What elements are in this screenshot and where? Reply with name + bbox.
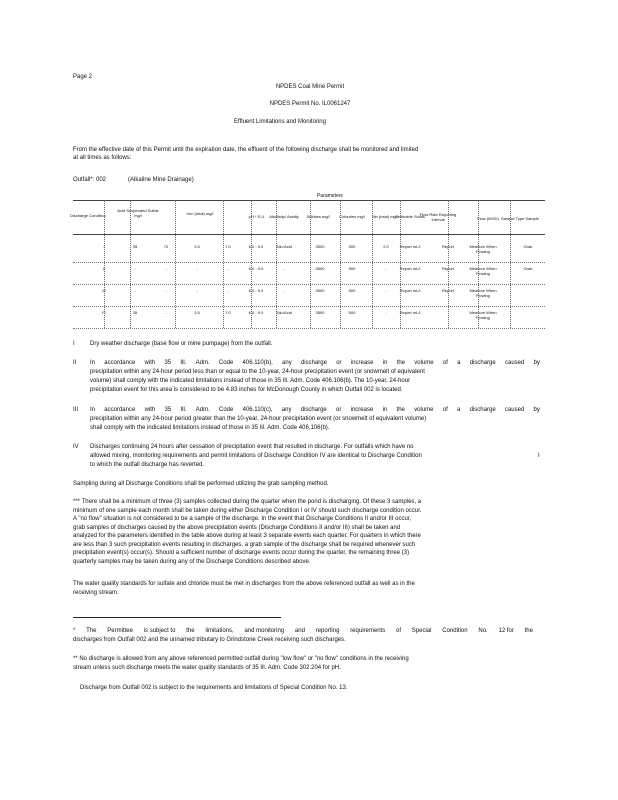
outfall-label: Outfall*: 002 xyxy=(73,177,107,183)
footnote-1-word: the xyxy=(524,628,533,634)
footnote-1-word: Special xyxy=(411,628,432,634)
water-quality-line: The water quality standards for sulfate and chloride must be met in discharges from the above referenced outfall as well as in the xyxy=(73,581,415,587)
sample-note-line: are less than 3 such precipitation events resulting in discharges, a grab sample of the discharge shall be required whenever such xyxy=(73,541,416,548)
table-cell: 7.0 xyxy=(225,310,231,315)
table-cell: 6.0 - 9.0 xyxy=(248,288,264,293)
sample-note-line: grab samples of discharges caused by the above precipitation events (Discharge Conditions II and/or III) shall be taken and xyxy=(73,524,401,531)
section-title: Effluent Limitations and Monitoring xyxy=(234,119,326,125)
table-cell: Report xyxy=(441,244,454,249)
condition-ii-word: accordance xyxy=(104,360,136,366)
condition-ii-word: caused xyxy=(504,360,525,366)
condition-ii-word: with xyxy=(144,360,156,366)
condition-iii-word: any xyxy=(281,407,292,413)
table-group-header: Parameters xyxy=(317,193,343,199)
sample-note-line: *** There shall be a minimum of three (3) samples collected during the quarter when the pond is discharging. Of these 3 samples, a xyxy=(73,499,422,505)
table-cell: II xyxy=(102,266,106,271)
table-cell: Measure When Flowing xyxy=(469,288,497,298)
footnote-2-line2: stream unless such discharge meets the water quality standards of 35 Ill. Adm. Code 302.204 for pH. xyxy=(73,665,341,671)
table-column-header: Flow Rate Reporting Interval xyxy=(419,212,457,222)
table-cell: - xyxy=(196,266,198,271)
table-header-rule xyxy=(73,234,545,235)
table-column-header: Discharge Condition xyxy=(69,213,107,218)
table-cell: 3.5 xyxy=(194,310,200,315)
condition-ii-word: In xyxy=(90,360,96,366)
table-cell: 35 xyxy=(132,310,138,315)
condition-ii-word: by xyxy=(533,360,540,366)
table-column-header: Acid Suspended Solids mg/l xyxy=(117,208,159,218)
condition-iii-word: accordance xyxy=(104,407,136,413)
condition-iii-word: increase xyxy=(350,407,374,413)
condition-iii-word: Ill. xyxy=(180,407,187,413)
table-cell: 3.5 xyxy=(194,244,200,249)
condition-ii-word: in xyxy=(382,360,388,366)
table-cell: 2.0 xyxy=(383,244,389,249)
intro-line1: From the effective date of this Permit until the expiration date, the effluent of the following discharge shall be monitored and limited xyxy=(73,147,419,153)
table-cell: Grab xyxy=(523,266,533,271)
condition-ii-word: Code xyxy=(218,360,234,366)
table-column-header: Chlorides mg/l xyxy=(339,214,365,219)
table-cell: Measure When Flowing xyxy=(469,266,497,276)
table-cell: I xyxy=(103,244,105,249)
condition-iv-number: IV xyxy=(73,444,79,450)
table-column-header: Mn (total) mg/l xyxy=(372,214,398,219)
table-row-rule xyxy=(73,262,545,263)
table-column-rule xyxy=(104,200,105,328)
table-cell: 500 xyxy=(348,288,356,293)
table-column-rule xyxy=(310,200,311,328)
table-cell: - xyxy=(165,288,167,293)
footnote-1-word: the xyxy=(186,628,195,634)
table-row-rule xyxy=(73,306,545,307)
condition-i-text: Dry weather discharge (base flow or mine pumpage) from the outfall. xyxy=(90,341,273,347)
table-cell: Report xyxy=(441,266,454,271)
condition-iii-line3: shall comply with the indicated limitations instead of those in 35 Ill. Adm. Code 406.106(b). xyxy=(90,425,330,431)
table-cell: 6.0 - 9.0 xyxy=(248,266,264,271)
table-column-header: Sample Type Sample xyxy=(501,216,539,221)
table-column-header: Alkalinity/ Acidity xyxy=(269,214,299,219)
condition-iii-word: Code xyxy=(219,407,234,413)
table-cell: - xyxy=(385,310,387,315)
footnote-1-word: No. xyxy=(478,628,488,634)
outfall-type: (Alkaline Mine Drainage) xyxy=(128,177,194,183)
table-column-rule xyxy=(251,200,252,328)
condition-iii-word: of xyxy=(442,407,448,413)
table-cell: Report xyxy=(441,288,454,293)
footnote-1-word: Permittee xyxy=(107,628,133,634)
footnote-1-line2: discharges from Outfall 002 and the unnamed tributary to Grindstone Creek receiving such discharges. xyxy=(73,637,346,643)
condition-ii-word: a xyxy=(457,360,461,366)
sample-note-line: A "no flow" situation is not considered to be a sample of the discharge. In the event that Discharge Conditions II and/or III occur, xyxy=(73,516,412,522)
condition-iii-word: Adm. xyxy=(195,407,210,413)
condition-iii-word: or xyxy=(336,407,342,413)
footnote-1-word: * xyxy=(73,628,76,634)
table-cell: - xyxy=(134,266,136,271)
table-column-rule xyxy=(223,200,224,328)
condition-ii-line2: precipitation within any 24-hour period less than or equal to the 10-year, 24-hour precipitation event (or snowmelt of equivalent xyxy=(90,369,425,375)
condition-ii-word: discharge xyxy=(300,360,327,366)
table-column-header: Settleable Solids xyxy=(395,214,425,219)
footnote-1-word: Condition xyxy=(442,628,468,634)
footnote-3: Discharge from Outfall 002 is subject to the requirements and limitations of Special Condition No. 13. xyxy=(80,685,348,691)
condition-iii-word: discharge xyxy=(300,407,327,413)
table-column-header: Iron (total) mg/l xyxy=(186,211,214,216)
condition-i-number: I xyxy=(73,341,75,347)
table-cell: 70 xyxy=(163,244,169,249)
condition-iii-word: caused xyxy=(504,407,525,413)
table-column-rule xyxy=(400,200,401,328)
table-column-rule xyxy=(448,200,449,328)
condition-ii-word: any xyxy=(282,360,292,366)
table-cell: - xyxy=(227,288,229,293)
table-cell: III xyxy=(102,288,106,293)
footnote-1-word: The xyxy=(86,628,97,634)
table-cell: - xyxy=(283,266,285,271)
footnote-1-word: limitations, xyxy=(205,628,234,634)
table-column-rule xyxy=(478,200,479,328)
condition-ii-number: II xyxy=(73,360,77,366)
condition-ii-word: volume xyxy=(414,360,434,366)
condition-ii-word: 406.110(b), xyxy=(242,360,273,366)
table-cell: Alk>Acid xyxy=(276,310,292,315)
table-row-rule xyxy=(73,328,545,329)
permit-title: NPDES Coal Mine Permit xyxy=(275,84,345,90)
table-row-rule xyxy=(73,284,545,285)
condition-iii-word: by xyxy=(533,407,540,413)
table-cell: 500 xyxy=(348,266,356,271)
sample-note-line: analyzed for the parameters identified in the table above during at least 3 separate events each quarter. For quarters in which there xyxy=(73,533,421,539)
table-column-header: Flow (MGD) xyxy=(477,216,499,221)
permit-number: NPDES Permit No. IL0061247 xyxy=(269,101,351,107)
table-cell: Measure When Flowing xyxy=(469,310,497,320)
condition-iii-number: III xyxy=(73,407,79,413)
condition-iv-line2: allowed mixing, monitoring requirements and permit limitations of Discharge Condition IV are identical to Discharge Condition xyxy=(90,453,422,459)
footnote-2-line1: ** No discharge is allowed from any above referenced permitted outfall during "low flow" or "no flow" conditions in the receiving xyxy=(73,656,409,662)
footnote-1-word: of xyxy=(395,628,401,634)
condition-ii-word: Adm. xyxy=(195,360,210,366)
condition-iii-word: a xyxy=(457,407,461,413)
footnote-1-word: is subject to xyxy=(143,628,176,634)
table-cell: 6.0 - 9.0 xyxy=(248,310,264,315)
footnote-separator xyxy=(73,617,281,618)
table-cell: - xyxy=(385,288,387,293)
table-cell: Grab xyxy=(523,244,533,249)
condition-iii-word: in xyxy=(382,407,388,413)
condition-iv-line1: Discharges continuing 24 hours after cessation of precipitation event that resulted in discharge. For outfalls which have no xyxy=(90,444,414,450)
page-number: Page 2 xyxy=(73,74,93,80)
table-column-rule xyxy=(276,200,277,328)
condition-ii-line1 xyxy=(90,360,540,367)
table-cell: 500 xyxy=(348,244,356,249)
table-top-rule xyxy=(73,200,545,201)
table-cell: - xyxy=(165,266,167,271)
footnote-1-word: and xyxy=(294,628,305,634)
table-cell: 35 xyxy=(132,244,138,249)
footnote-1-word: 12 for xyxy=(498,628,514,634)
table-cell: Report mL/l xyxy=(399,244,421,249)
table-column-rule xyxy=(372,200,373,328)
table-cell: Report mL/l xyxy=(399,288,421,293)
table-cell: - xyxy=(134,288,136,293)
condition-ii-line4: precipitation event for this area is considered to be 4.83 inches for McDonough County in which Outfall 002 is located. xyxy=(90,387,403,393)
table-cell: - xyxy=(165,310,167,315)
table-column-header: pH * S.U. xyxy=(248,214,266,219)
condition-ii-word: discharge xyxy=(469,360,496,366)
table-column-rule xyxy=(340,200,341,328)
condition-iii-word: volume xyxy=(414,407,434,413)
condition-ii-word: of xyxy=(442,360,448,366)
condition-ii-word: Ill. xyxy=(180,360,187,366)
table-column-header: Sulfates mg/l xyxy=(306,214,330,219)
table-cell: IV xyxy=(102,310,106,315)
table-cell: Report mL/l xyxy=(399,266,421,271)
condition-iii-word: 35 xyxy=(164,407,172,413)
table-cell: 500 xyxy=(348,310,356,315)
table-cell: 7.0 xyxy=(225,244,231,249)
table-column-rule xyxy=(510,200,511,328)
condition-iv-trail: I xyxy=(538,453,540,459)
condition-iii-word: with xyxy=(144,407,156,413)
footnote-1-word: reporting xyxy=(315,628,340,634)
water-quality-line: receiving stream. xyxy=(73,589,119,596)
table-cell: Report mL/l xyxy=(399,310,421,315)
footnote-1-word: requirements xyxy=(350,628,386,634)
condition-iii-line2: precipitation within any 24-hour period greater than the 10-year, 24-hour precipitation event (or snowmelt of equivalent volume) xyxy=(90,416,427,422)
sample-note-line: quarterly samples may be taken during any of the Discharge Conditions described above. xyxy=(73,558,311,565)
condition-ii-word: 35 xyxy=(164,360,172,366)
footnote-1-word: and monitoring xyxy=(244,628,285,634)
table-cell: - xyxy=(385,266,387,271)
table-column-rule xyxy=(175,200,176,328)
table-cell: 3500 xyxy=(315,288,325,293)
condition-ii-word: the xyxy=(396,360,406,366)
condition-iii-line1 xyxy=(90,407,540,414)
condition-iii-word: In xyxy=(90,407,96,413)
condition-ii-word: increase xyxy=(350,360,374,366)
sample-note-line: minimum of one sample each month shall be taken during either Discharge Condition I or IV should such discharge condition occur. xyxy=(73,507,422,514)
table-cell: - xyxy=(283,288,285,293)
condition-ii-line3: volume) shall comply with the indicated limitations instead of those in 35 Ill. Adm. Code 406.106(b). The 10-year, 24-hour xyxy=(90,378,411,384)
condition-iii-word: 406.110(c), xyxy=(242,407,273,413)
condition-iii-word: the xyxy=(396,407,405,413)
sampling-note: Sampling during all Discharge Conditions shall be performed utilizing the grab sampling method. xyxy=(73,481,329,487)
table-cell: Measure When Flowing xyxy=(469,244,497,254)
condition-iii-word: discharge xyxy=(469,407,496,413)
footnote-1-line1 xyxy=(73,628,533,635)
table-cell: - xyxy=(196,288,198,293)
table-cell: 3500 xyxy=(315,310,325,315)
condition-ii-word: or xyxy=(336,360,342,366)
table-cell: 3500 xyxy=(315,266,325,271)
table-cell: 3500 xyxy=(315,244,325,249)
sample-note-line: precipitation event(s) occur(s). Should a sufficient number of discharge events occur during the quarter, the remaining three (3) xyxy=(73,550,410,556)
table-column-rule xyxy=(130,200,131,328)
condition-iv-line3: to which the outfall discharge has reverted. xyxy=(90,462,205,468)
table-cell: Alk>Acid xyxy=(276,244,292,249)
table-cell: 6.0 - 9.0 xyxy=(248,244,264,249)
table-cell: - xyxy=(227,266,229,271)
intro-line2: at all times as follows: xyxy=(73,155,132,161)
